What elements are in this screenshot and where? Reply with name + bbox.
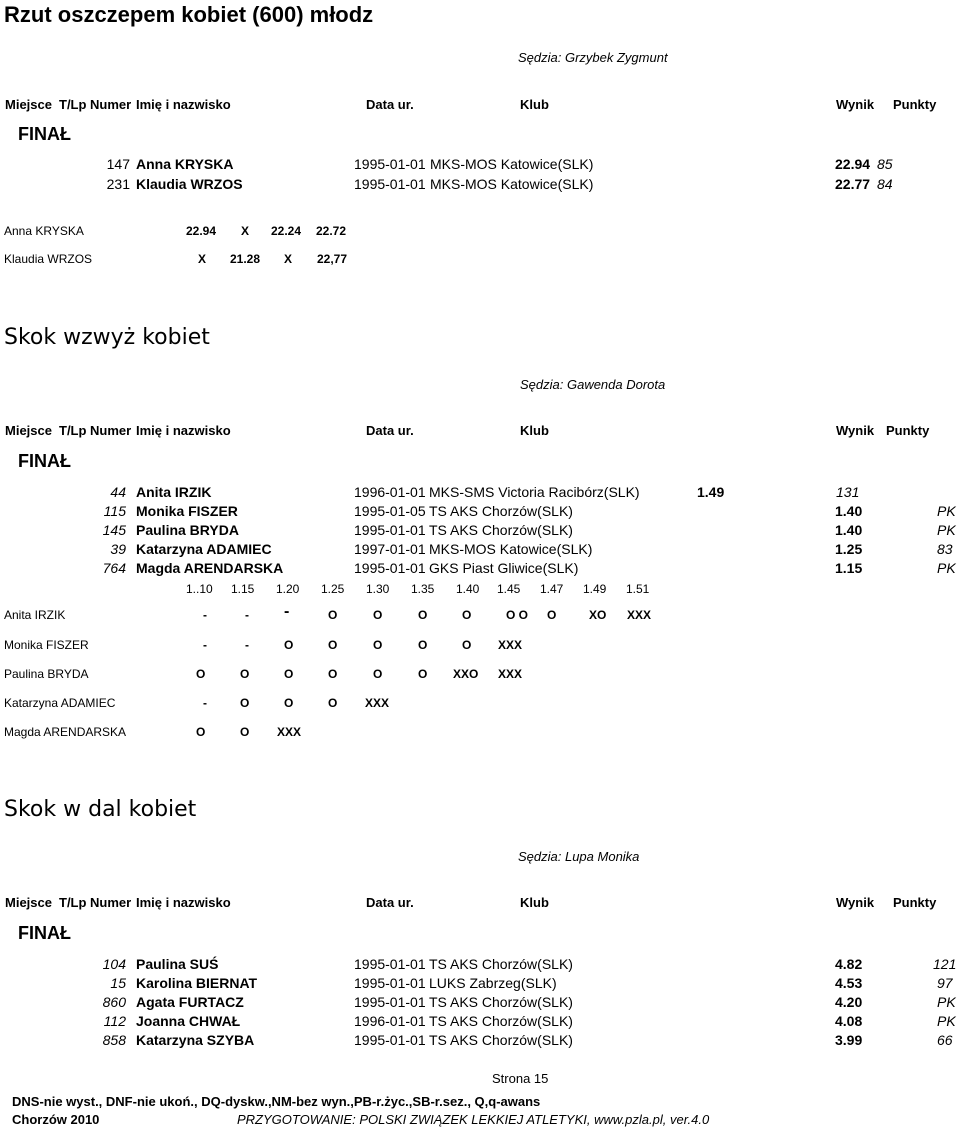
athlete-number: 147 bbox=[106, 156, 130, 172]
athlete-club: MKS-MOS Katowice(SLK) bbox=[429, 541, 593, 557]
athlete-name: Magda ARENDARSKA bbox=[136, 560, 284, 576]
athlete-name: Anita IRZIK bbox=[136, 484, 212, 500]
athlete-dob: 1995-01-01 bbox=[354, 994, 426, 1010]
attempt-value: XXX bbox=[365, 696, 390, 710]
athlete-number: 860 bbox=[102, 994, 126, 1010]
height-label: 1.47 bbox=[540, 582, 564, 596]
athlete-name: Katarzyna SZYBA bbox=[136, 1032, 255, 1048]
athlete-club: MKS-MOS Katowice(SLK) bbox=[430, 176, 594, 192]
attempt-value: O bbox=[418, 638, 428, 652]
header-place: Miejsce bbox=[5, 423, 52, 438]
athlete-number: 145 bbox=[102, 522, 126, 538]
athlete-result: 22.94 bbox=[835, 156, 871, 172]
header-lane: T/Lp bbox=[59, 895, 87, 910]
athlete-points: 131 bbox=[836, 484, 860, 500]
athlete-result: 1.40 bbox=[835, 522, 863, 538]
attempt-value: O bbox=[418, 667, 428, 681]
attempt-value: 22.94 bbox=[186, 224, 217, 238]
athlete-points: 84 bbox=[877, 176, 893, 192]
height-label: 1.35 bbox=[411, 582, 435, 596]
athlete-dob: 1995-01-01 bbox=[354, 956, 426, 972]
header-club: Klub bbox=[520, 423, 549, 438]
athlete-club: TS AKS Chorzów(SLK) bbox=[429, 1032, 573, 1048]
attempt-value: - bbox=[245, 608, 249, 622]
abbreviation-legend: DNS-nie wyst., DNF-nie ukoń., DQ-dyskw.,NM-bez wyn.,PB-r.życ.,SB-r.sez., Q,q-awans bbox=[12, 1094, 541, 1109]
athlete-result: 22.77 bbox=[835, 176, 871, 192]
athlete-points: 66 bbox=[937, 1032, 953, 1048]
attempt-value: O O bbox=[506, 608, 529, 622]
athlete-dob: 1995-01-01 bbox=[354, 975, 426, 991]
attempt-value: O bbox=[373, 608, 383, 622]
athlete-points: 121 bbox=[933, 956, 957, 972]
height-label: 1.30 bbox=[366, 582, 390, 596]
attempt-value: O bbox=[373, 667, 383, 681]
header-club: Klub bbox=[520, 97, 549, 112]
athlete-name: Joanna CHWAŁ bbox=[136, 1013, 241, 1029]
header-number: Numer bbox=[90, 97, 132, 112]
final-label: FINAŁ bbox=[18, 451, 71, 471]
attempt-value: XXX bbox=[498, 638, 523, 652]
header-place: Miejsce bbox=[5, 97, 52, 112]
athlete-dob: 1995-01-05 bbox=[354, 503, 426, 519]
header-place: Miejsce bbox=[5, 895, 52, 910]
athlete-result: 4.82 bbox=[835, 956, 863, 972]
attempt-value: X bbox=[198, 252, 207, 266]
final-label: FINAŁ bbox=[18, 124, 71, 144]
attempt-value: - bbox=[203, 696, 207, 710]
athlete-club: MKS-MOS Katowice(SLK) bbox=[430, 156, 594, 172]
section-title-long-jump: Skok w dal kobiet bbox=[4, 797, 197, 822]
athlete-name: Monika FISZER bbox=[136, 503, 238, 519]
attempt-athlete-name: Anna KRYSKA bbox=[4, 224, 84, 238]
athlete-club: TS AKS Chorzów(SLK) bbox=[429, 956, 573, 972]
athlete-points: PK bbox=[937, 1013, 956, 1029]
height-label: 1.15 bbox=[231, 582, 255, 596]
height-label: 1.20 bbox=[276, 582, 300, 596]
athlete-number: 112 bbox=[103, 1013, 126, 1029]
athlete-club: MKS-SMS Victoria Racibórz(SLK) bbox=[429, 484, 640, 500]
header-result: Wynik bbox=[836, 895, 875, 910]
header-points: Punkty bbox=[886, 423, 930, 438]
attempt-value: O bbox=[462, 638, 472, 652]
attempt-value: XO bbox=[589, 608, 607, 622]
height-label: 1..10 bbox=[186, 582, 213, 596]
athlete-points: PK bbox=[937, 994, 956, 1010]
header-points: Punkty bbox=[893, 895, 937, 910]
height-label: 1.45 bbox=[497, 582, 521, 596]
attempt-value: - bbox=[245, 638, 249, 652]
header-dob: Data ur. bbox=[366, 423, 414, 438]
section-title-high-jump: Skok wzwyż kobiet bbox=[4, 325, 210, 350]
athlete-number: 764 bbox=[102, 560, 126, 576]
athlete-dob: 1995-01-01 bbox=[354, 176, 426, 192]
athlete-number: 231 bbox=[106, 176, 130, 192]
athlete-name: Agata FURTACZ bbox=[136, 994, 244, 1010]
judge-label-high-jump: Sędzia: Gawenda Dorota bbox=[520, 377, 666, 392]
attempt-value: - bbox=[203, 638, 207, 652]
athlete-points: PK bbox=[937, 503, 956, 519]
attempt-value: O bbox=[547, 608, 557, 622]
athlete-points: 83 bbox=[937, 541, 953, 557]
height-label: 1.25 bbox=[321, 582, 345, 596]
attempt-value: XXX bbox=[277, 725, 302, 739]
athlete-dob: 1995-01-01 bbox=[354, 1032, 426, 1048]
athlete-points: PK bbox=[937, 522, 956, 538]
attempt-value: O bbox=[284, 696, 294, 710]
athlete-club: GKS Piast Gliwice(SLK) bbox=[429, 560, 579, 576]
attempt-value: 22.24 bbox=[271, 224, 302, 238]
header-number: Numer bbox=[90, 895, 132, 910]
attempt-value: O bbox=[418, 608, 428, 622]
attempt-athlete-name: Magda ARENDARSKA bbox=[4, 725, 127, 739]
attempt-value: O bbox=[284, 667, 294, 681]
athlete-result: 1.25 bbox=[835, 541, 863, 557]
athlete-dob: 1995-01-01 bbox=[354, 522, 426, 538]
athlete-name: Katarzyna ADAMIEC bbox=[136, 541, 272, 557]
attempt-value: XXX bbox=[498, 667, 523, 681]
attempt-value: O bbox=[328, 638, 338, 652]
athlete-result: 4.20 bbox=[835, 994, 863, 1010]
header-number: Numer bbox=[90, 423, 132, 438]
athlete-result: 1.40 bbox=[835, 503, 863, 519]
final-label: FINAŁ bbox=[18, 923, 71, 943]
judge-label-javelin: Sędzia: Grzybek Zygmunt bbox=[518, 50, 668, 65]
athlete-dob: 1996-01-01 bbox=[354, 1013, 426, 1029]
attempt-value: 22.72 bbox=[316, 224, 347, 238]
athlete-number: 858 bbox=[102, 1032, 126, 1048]
header-club: Klub bbox=[520, 895, 549, 910]
attempt-value: 21.28 bbox=[230, 252, 261, 266]
attempt-value: O bbox=[196, 667, 206, 681]
attempt-value: O bbox=[328, 608, 338, 622]
header-lane: T/Lp bbox=[59, 423, 87, 438]
event-location: Chorzów 2010 bbox=[12, 1112, 100, 1127]
header-name: Imię i nazwisko bbox=[136, 423, 231, 438]
attempt-value: 22,77 bbox=[317, 252, 348, 266]
header-dob: Data ur. bbox=[366, 97, 414, 112]
attempt-value: X bbox=[284, 252, 293, 266]
attempt-value: O bbox=[462, 608, 472, 622]
athlete-name: Paulina BRYDA bbox=[136, 522, 239, 538]
athlete-points: 85 bbox=[877, 156, 893, 172]
attempt-athlete-name: Katarzyna ADAMIEC bbox=[4, 696, 116, 710]
height-label: 1.51 bbox=[626, 582, 650, 596]
athlete-dob: 1996-01-01 bbox=[354, 484, 426, 500]
page-number: Strona 15 bbox=[492, 1071, 549, 1086]
athlete-name: Paulina SUŚ bbox=[136, 956, 219, 972]
athlete-result: 4.53 bbox=[835, 975, 863, 991]
athlete-number: 39 bbox=[110, 541, 126, 557]
attempt-athlete-name: Anita IRZIK bbox=[4, 608, 66, 622]
header-name: Imię i nazwisko bbox=[136, 97, 231, 112]
attempt-value: - bbox=[203, 608, 207, 622]
athlete-number: 104 bbox=[102, 956, 126, 972]
attempt-athlete-name: Klaudia WRZOS bbox=[4, 252, 93, 266]
athlete-result: 1.15 bbox=[835, 560, 863, 576]
height-label: 1.49 bbox=[583, 582, 607, 596]
header-result: Wynik bbox=[836, 97, 875, 112]
attempt-value: O bbox=[240, 725, 250, 739]
attempt-value: O bbox=[284, 638, 294, 652]
prepared-by: PRZYGOTOWANIE: POLSKI ZWIĄZEK LEKKIEJ ATLETYKI, www.pzla.pl, ver.4.0 bbox=[237, 1112, 710, 1127]
header-lane: T/Lp bbox=[59, 97, 87, 112]
athlete-club: TS AKS Chorzów(SLK) bbox=[429, 522, 573, 538]
header-result: Wynik bbox=[836, 423, 875, 438]
attempt-value: - bbox=[284, 603, 290, 620]
attempt-value: XXO bbox=[453, 667, 479, 681]
athlete-club: TS AKS Chorzów(SLK) bbox=[429, 1013, 573, 1029]
athlete-number: 115 bbox=[103, 503, 126, 519]
athlete-number: 15 bbox=[110, 975, 126, 991]
athlete-name: Klaudia WRZOS bbox=[136, 176, 243, 192]
athlete-name: Anna KRYSKA bbox=[136, 156, 234, 172]
section-title-javelin: Rzut oszczepem kobiet (600) młodz bbox=[4, 2, 374, 27]
athlete-club: TS AKS Chorzów(SLK) bbox=[429, 503, 573, 519]
header-dob: Data ur. bbox=[366, 895, 414, 910]
attempt-value: O bbox=[328, 696, 338, 710]
athlete-name: Karolina BIERNAT bbox=[136, 975, 258, 991]
athlete-dob: 1995-01-01 bbox=[354, 156, 426, 172]
attempt-value: XXX bbox=[627, 608, 652, 622]
attempt-athlete-name: Monika FISZER bbox=[4, 638, 89, 652]
athlete-number: 44 bbox=[110, 484, 126, 500]
athlete-result: 1.49 bbox=[697, 484, 725, 500]
athlete-result: 4.08 bbox=[835, 1013, 863, 1029]
attempt-value: O bbox=[196, 725, 206, 739]
attempt-value: O bbox=[240, 667, 250, 681]
attempt-value: O bbox=[373, 638, 383, 652]
judge-label-long-jump: Sędzia: Lupa Monika bbox=[518, 849, 640, 864]
header-points: Punkty bbox=[893, 97, 937, 112]
attempt-value: O bbox=[240, 696, 250, 710]
attempt-value: X bbox=[241, 224, 250, 238]
height-label: 1.40 bbox=[456, 582, 480, 596]
athlete-club: TS AKS Chorzów(SLK) bbox=[429, 994, 573, 1010]
athlete-club: LUKS Zabrzeg(SLK) bbox=[429, 975, 557, 991]
attempt-value: O bbox=[328, 667, 338, 681]
athlete-dob: 1997-01-01 bbox=[354, 541, 426, 557]
athlete-points: 97 bbox=[937, 975, 953, 991]
athlete-result: 3.99 bbox=[835, 1032, 863, 1048]
athlete-points: PK bbox=[937, 560, 956, 576]
athlete-dob: 1995-01-01 bbox=[354, 560, 426, 576]
attempt-athlete-name: Paulina BRYDA bbox=[4, 667, 89, 681]
header-name: Imię i nazwisko bbox=[136, 895, 231, 910]
